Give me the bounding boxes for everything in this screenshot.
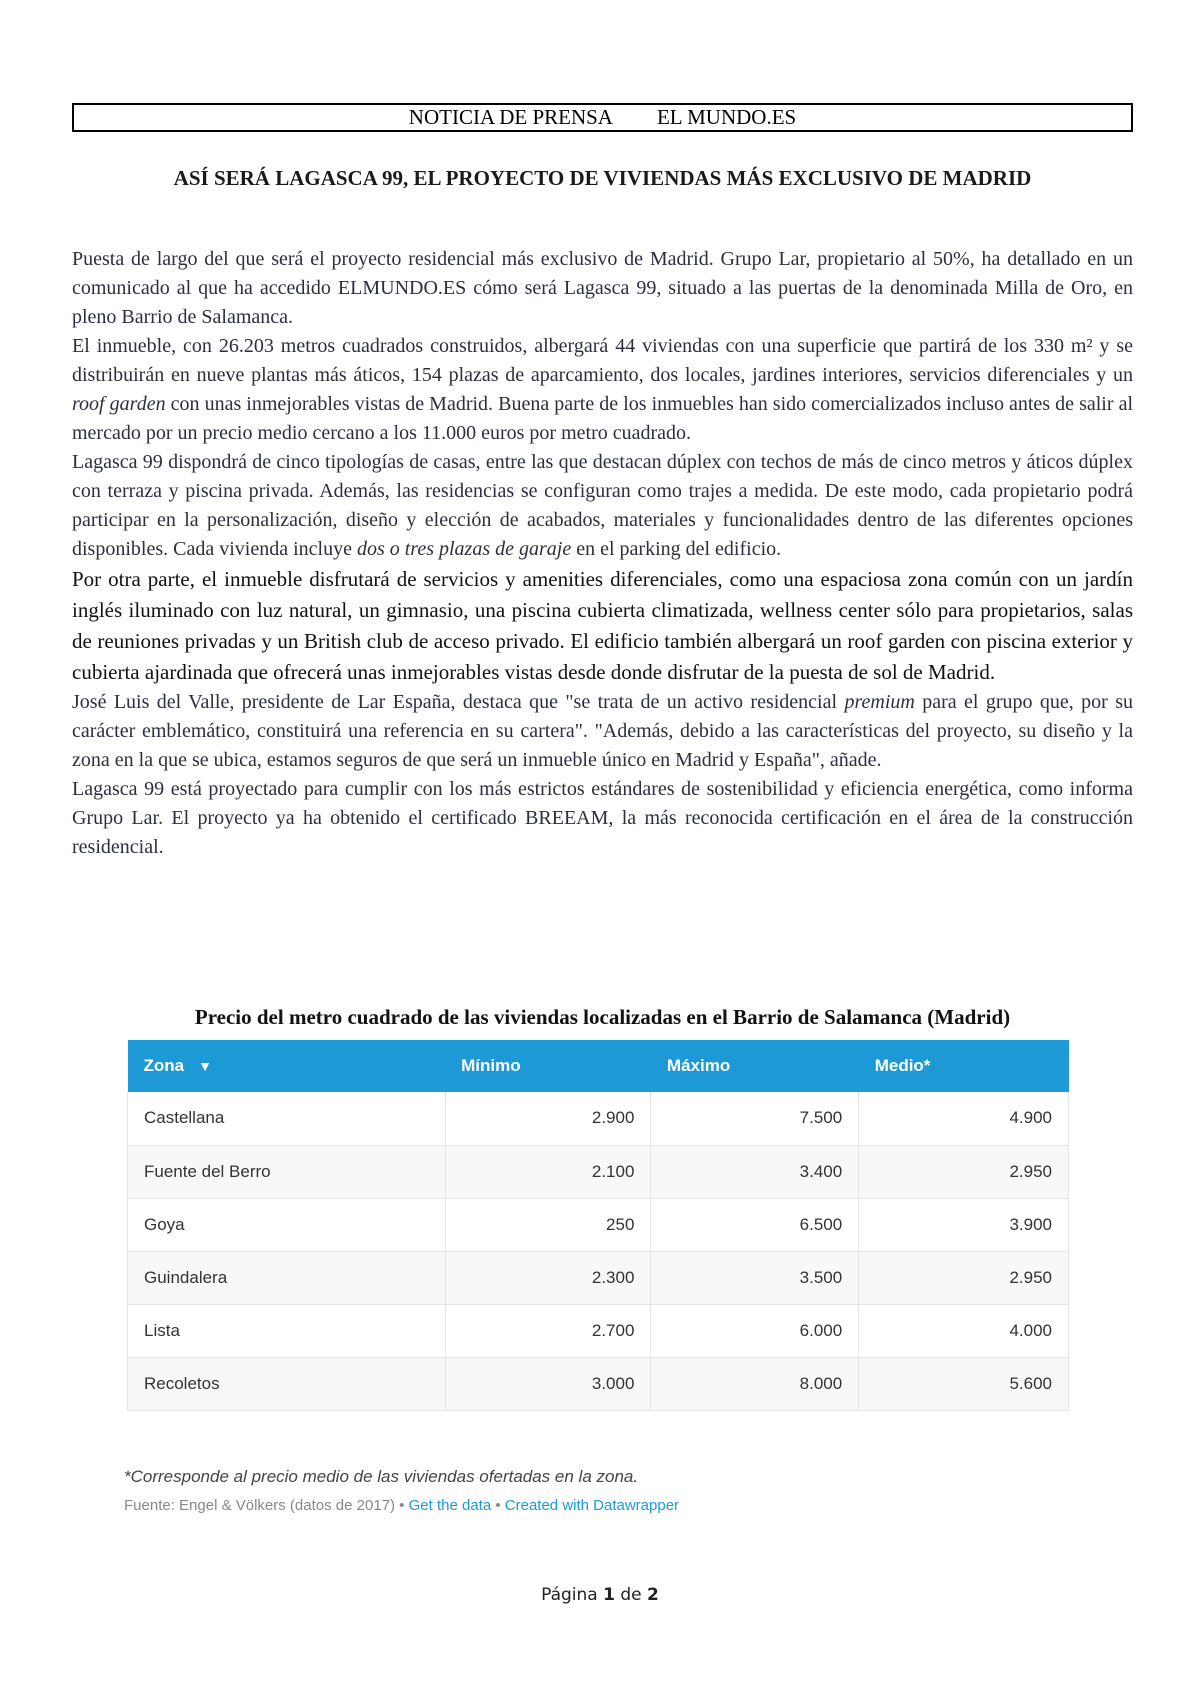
triangle-down-icon[interactable]: ▼ xyxy=(198,1058,212,1074)
press-header-box xyxy=(72,103,1133,132)
cell-medio: 2.950 xyxy=(859,1251,1069,1304)
paragraph-1: Puesta de largo del que será el proyecto residencial más exclusivo de Madrid. Grupo Lar, propietario al 50%, ha detallado en un comunicado al que ha accedido ELMUNDO.ES cómo será Lagasca 99, situado a las puertas de la denominada Milla de Oro, en pleno Barrio de Salamanca. xyxy=(72,248,1133,328)
cell-medio: 2.950 xyxy=(859,1145,1069,1198)
cell-minimo: 250 xyxy=(445,1198,651,1251)
cell-zona: Guindalera xyxy=(128,1251,446,1304)
paragraph-4: Por otra parte, el inmueble disfrutará de servicios y amenities diferenciales, como una espaciosa zona común con un jardín inglés iluminado con luz natural, un gimnasio, una piscina cubierta climatizada, wellness center sólo para propietarios, salas de reuniones privadas y un British club de acceso privado. El edificio también albergará un roof garden con piscina exterior y cubierta ajardinada que ofrecerá unas inmejorables vistas desde donde disfrutar de la puesta de sol de Madrid. xyxy=(72,567,1133,684)
paragraph-5-emphasis: premium xyxy=(844,691,915,713)
datawrapper-link[interactable]: Created with Datawrapper xyxy=(504,1497,680,1514)
column-header-maximo[interactable] xyxy=(651,1040,859,1092)
paragraph-2 xyxy=(72,332,1133,448)
cell-medio: 5.600 xyxy=(859,1357,1069,1410)
table-row xyxy=(128,1145,1069,1198)
cell-minimo: 3.000 xyxy=(445,1357,651,1410)
paragraph-6: Lagasca 99 está proyectado para cumplir con los más estrictos estándares de sostenibilidad y eficiencia energética, como informa Grupo Lar. El proyecto ya ha obtenido el certificado BREEAM, la más reconocida certificación en el área de la construcción residencial. xyxy=(72,778,1133,858)
cell-maximo: 6.000 xyxy=(651,1304,859,1357)
cell-maximo: 7.500 xyxy=(651,1092,859,1145)
paragraph-3 xyxy=(72,448,1133,564)
cell-medio: 4.900 xyxy=(859,1092,1069,1145)
paragraph-3-text-b: en el parking del edificio. xyxy=(571,538,782,560)
cell-medio: 3.900 xyxy=(859,1198,1069,1251)
cell-medio: 4.000 xyxy=(859,1304,1069,1357)
separator-dot: • xyxy=(399,1497,405,1514)
cell-zona: Lista xyxy=(128,1304,446,1357)
separator-dot: • xyxy=(495,1497,501,1514)
paragraph-2-emphasis: roof garden xyxy=(72,393,166,415)
paragraph-5 xyxy=(72,688,1133,775)
cell-zona: Goya xyxy=(128,1198,446,1251)
cell-minimo: 2.300 xyxy=(445,1251,651,1304)
page-number-prefix: Página xyxy=(541,1585,604,1605)
paragraph-2-text-b: con unas inmejorables vistas de Madrid. Buena parte de los inmuebles han sido comercializados incluso antes de salir al mercado por un precio medio cercano a los 11.000 euros por metro cuadrado. xyxy=(72,393,1133,444)
article-headline: ASÍ SERÁ LAGASCA 99, EL PROYECTO DE VIVIENDAS MÁS EXCLUSIVO DE MADRID xyxy=(173,166,1032,190)
paragraph-5-text-a: José Luis del Valle, presidente de Lar España, destaca que "se trata de un activo residencial xyxy=(72,691,845,713)
cell-minimo: 2.100 xyxy=(445,1145,651,1198)
column-header-zona-label: Zona xyxy=(143,1056,185,1075)
paragraph-3-text-a: Lagasca 99 dispondrá de cinco tipologías de casas, entre las que destacan dúplex con techos de más de cinco metros y áticos dúplex con terraza y piscina privada. Además, las residencias se configuran como trajes a medida. De este modo, cada propietario podrá participar en la personalización, diseño y elección de acabados, materiales y funcionalidades dentro de las diferentes opciones disponibles. Cada vivienda incluye xyxy=(72,451,1133,560)
article-body xyxy=(72,245,1133,862)
column-header-maximo-label: Máximo xyxy=(666,1056,731,1075)
column-header-medio-label: Medio* xyxy=(874,1056,931,1075)
price-table xyxy=(127,1040,1069,1411)
table-row xyxy=(128,1198,1069,1251)
source-text: Fuente: Engel & Völkers (datos de 2017) xyxy=(124,1497,395,1514)
paragraph-3-emphasis: dos o tres plazas de garaje xyxy=(356,538,572,560)
cell-maximo: 8.000 xyxy=(651,1357,859,1410)
page-number-middle: de xyxy=(614,1585,648,1605)
get-the-data-link[interactable]: Get the data xyxy=(408,1497,492,1514)
cell-minimo: 2.900 xyxy=(445,1092,651,1145)
column-header-minimo[interactable] xyxy=(445,1040,651,1092)
page-number-total: 2 xyxy=(647,1585,659,1605)
column-header-zona[interactable] xyxy=(128,1040,446,1092)
cell-zona: Castellana xyxy=(128,1092,446,1145)
press-label: NOTICIA DE PRENSA xyxy=(408,105,613,129)
paragraph-5-text-b: para el grupo que, por su carácter emblemático, constituirá una referencia en su cartera". "Además, debido a las características del proyecto, su diseño y la zona en la que se ubica, estamos seguros de que será un inmueble único en Madrid y España", añade. xyxy=(72,691,1134,771)
table-row xyxy=(128,1251,1069,1304)
table-row xyxy=(128,1357,1069,1410)
table-row xyxy=(128,1304,1069,1357)
cell-zona: Recoletos xyxy=(128,1357,446,1410)
table-header-row xyxy=(128,1040,1069,1092)
column-header-medio[interactable] xyxy=(859,1040,1069,1092)
cell-maximo: 6.500 xyxy=(651,1198,859,1251)
table-title: Precio del metro cuadrado de las viviendas localizadas en el Barrio de Salamanca (Madrid) xyxy=(194,1005,1011,1029)
cell-minimo: 2.700 xyxy=(445,1304,651,1357)
page-number-current: 1 xyxy=(603,1585,615,1605)
paragraph-2-text-a: El inmueble, con 26.203 metros cuadrados construidos, albergará 44 viviendas con una superficie que partirá de los 330 m² y se distribuirán en nueve plantas más áticos, 154 plazas de aparcamiento, dos locales, jardines interiores, servicios diferenciales y un xyxy=(72,335,1133,386)
cell-maximo: 3.500 xyxy=(651,1251,859,1304)
column-header-minimo-label: Mínimo xyxy=(461,1056,521,1075)
table-row xyxy=(128,1092,1069,1145)
cell-zona: Fuente del Berro xyxy=(128,1145,446,1198)
table-footnote: *Corresponde al precio medio de las viviendas ofertadas en la zona. xyxy=(124,1467,639,1486)
table-source-line xyxy=(124,1497,679,1514)
page-number xyxy=(0,1585,1200,1605)
cell-maximo: 3.400 xyxy=(651,1145,859,1198)
source-label: EL MUNDO.ES xyxy=(656,105,797,129)
